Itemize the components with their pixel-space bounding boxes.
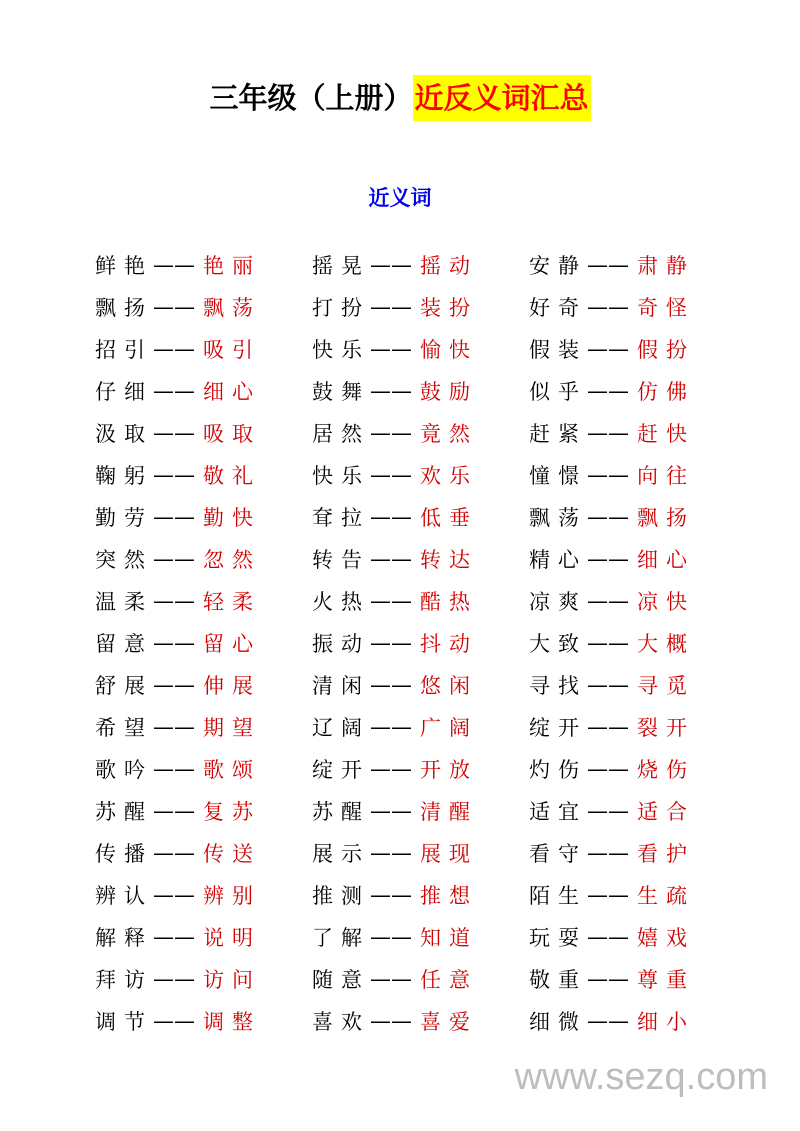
synonym: 细心 <box>203 380 261 404</box>
synonym: 忽然 <box>203 548 261 572</box>
synonym-row <box>95 286 746 328</box>
dash-separator: —— <box>587 757 629 781</box>
word: 凉爽 <box>529 590 587 614</box>
synonym: 适合 <box>637 800 695 824</box>
dash-separator: —— <box>587 379 629 403</box>
dash-separator: —— <box>153 505 195 529</box>
synonym: 抖动 <box>420 632 478 656</box>
dash-separator: —— <box>153 841 195 865</box>
synonym-pair <box>95 874 312 916</box>
synonym-pair <box>312 580 529 622</box>
word: 招引 <box>95 338 153 362</box>
dash-separator: —— <box>370 505 412 529</box>
synonym: 摇动 <box>420 254 478 278</box>
synonym-pair <box>95 748 312 790</box>
word: 安静 <box>529 254 587 278</box>
synonym-pair <box>95 1000 312 1042</box>
synonym: 大概 <box>637 632 695 656</box>
synonym-pair <box>312 790 529 832</box>
synonym-pair <box>529 664 746 706</box>
synonym-pair <box>529 874 746 916</box>
dash-separator: —— <box>153 547 195 571</box>
word: 转告 <box>312 548 370 572</box>
word: 温柔 <box>95 590 153 614</box>
dash-separator: —— <box>587 589 629 613</box>
word: 了解 <box>312 926 370 950</box>
word: 辽阔 <box>312 716 370 740</box>
dash-separator: —— <box>587 967 629 991</box>
word: 留意 <box>95 632 153 656</box>
synonym-pair <box>95 412 312 454</box>
word: 振动 <box>312 632 370 656</box>
synonym-row <box>95 328 746 370</box>
word: 喜欢 <box>312 1010 370 1034</box>
dash-separator: —— <box>587 883 629 907</box>
word: 耷拉 <box>312 506 370 530</box>
synonym-pair <box>312 958 529 1000</box>
word: 摇晃 <box>312 254 370 278</box>
dash-separator: —— <box>370 631 412 655</box>
word: 陌生 <box>529 884 587 908</box>
synonym: 开放 <box>420 758 478 782</box>
synonym-row <box>95 832 746 874</box>
dash-separator: —— <box>587 631 629 655</box>
word: 随意 <box>312 968 370 992</box>
synonym-pair <box>312 454 529 496</box>
dash-separator: —— <box>370 337 412 361</box>
synonym: 赶快 <box>637 422 695 446</box>
dash-separator: —— <box>153 589 195 613</box>
dash-separator: —— <box>587 1009 629 1033</box>
synonym-pair <box>529 622 746 664</box>
synonym-pair <box>95 706 312 748</box>
synonym-pair <box>95 496 312 538</box>
synonym-row <box>95 244 746 286</box>
synonym: 向往 <box>637 464 695 488</box>
word: 苏醒 <box>95 800 153 824</box>
dash-separator: —— <box>587 463 629 487</box>
dash-separator: —— <box>153 799 195 823</box>
synonym: 广阔 <box>420 716 478 740</box>
dash-separator: —— <box>153 463 195 487</box>
dash-separator: —— <box>153 757 195 781</box>
synonym-pair <box>312 916 529 958</box>
synonym-pair <box>312 1000 529 1042</box>
synonym-pair <box>529 1000 746 1042</box>
word: 苏醒 <box>312 800 370 824</box>
synonym: 鼓励 <box>420 380 478 404</box>
synonym-pair <box>95 538 312 580</box>
dash-separator: —— <box>153 337 195 361</box>
synonym: 吸取 <box>203 422 261 446</box>
word: 鼓舞 <box>312 380 370 404</box>
dash-separator: —— <box>370 295 412 319</box>
dash-separator: —— <box>370 421 412 445</box>
dash-separator: —— <box>153 883 195 907</box>
dash-separator: —— <box>370 799 412 823</box>
synonym-pair <box>529 958 746 1000</box>
page-title <box>0 76 800 117</box>
dash-separator: —— <box>370 589 412 613</box>
word: 展示 <box>312 842 370 866</box>
dash-separator: —— <box>153 253 195 277</box>
synonym: 展现 <box>420 842 478 866</box>
synonym-row <box>95 1000 746 1042</box>
word: 憧憬 <box>529 464 587 488</box>
synonym-row <box>95 874 746 916</box>
dash-separator: —— <box>370 925 412 949</box>
synonym-pair <box>529 328 746 370</box>
dash-separator: —— <box>153 379 195 403</box>
synonym: 装扮 <box>420 296 478 320</box>
synonym-pair <box>312 874 529 916</box>
dash-separator: —— <box>587 505 629 529</box>
dash-separator: —— <box>370 967 412 991</box>
word: 解释 <box>95 926 153 950</box>
word: 绽开 <box>529 716 587 740</box>
word: 勤劳 <box>95 506 153 530</box>
word: 玩耍 <box>529 926 587 950</box>
word: 拜访 <box>95 968 153 992</box>
dash-separator: —— <box>370 715 412 739</box>
synonym: 尊重 <box>637 968 695 992</box>
title-highlight: 近反义词汇总 <box>413 75 591 121</box>
dash-separator: —— <box>370 379 412 403</box>
synonym-pair <box>312 748 529 790</box>
section-heading: 近义词 <box>368 186 432 210</box>
synonym-row <box>95 496 746 538</box>
synonym: 仿佛 <box>637 380 695 404</box>
synonym-row <box>95 916 746 958</box>
dash-separator: —— <box>370 883 412 907</box>
synonym: 生疏 <box>637 884 695 908</box>
synonym-row <box>95 958 746 1000</box>
synonym: 伸展 <box>203 674 261 698</box>
synonym-pair <box>95 958 312 1000</box>
dash-separator: —— <box>370 463 412 487</box>
synonym-pair <box>95 244 312 286</box>
synonym: 欢乐 <box>420 464 478 488</box>
synonym: 飘扬 <box>637 506 695 530</box>
word: 突然 <box>95 548 153 572</box>
word: 好奇 <box>529 296 587 320</box>
synonym: 嬉戏 <box>637 926 695 950</box>
synonym-pair <box>312 832 529 874</box>
synonym: 寻觅 <box>637 674 695 698</box>
synonym-pair <box>312 328 529 370</box>
synonym: 任意 <box>420 968 478 992</box>
word: 打扮 <box>312 296 370 320</box>
word: 赶紧 <box>529 422 587 446</box>
synonym: 愉快 <box>420 338 478 362</box>
synonym: 艳丽 <box>203 254 261 278</box>
synonym-pair <box>95 580 312 622</box>
synonym: 期望 <box>203 716 261 740</box>
word: 歌吟 <box>95 758 153 782</box>
synonym-pair <box>312 706 529 748</box>
synonym: 飘荡 <box>203 296 261 320</box>
synonym-pair <box>95 286 312 328</box>
word: 细微 <box>529 1010 587 1034</box>
synonym-pair <box>312 496 529 538</box>
synonym: 传送 <box>203 842 261 866</box>
dash-separator: —— <box>370 757 412 781</box>
word: 精心 <box>529 548 587 572</box>
synonym-pair <box>312 622 529 664</box>
word: 绽开 <box>312 758 370 782</box>
word: 仔细 <box>95 380 153 404</box>
synonym-row <box>95 748 746 790</box>
dash-separator: —— <box>153 631 195 655</box>
dash-separator: —— <box>153 1009 195 1033</box>
synonym-pair <box>529 916 746 958</box>
dash-separator: —— <box>587 547 629 571</box>
synonym-pair <box>312 244 529 286</box>
word: 飘扬 <box>95 296 153 320</box>
word: 传播 <box>95 842 153 866</box>
synonym-pair <box>95 664 312 706</box>
synonym: 转达 <box>420 548 478 572</box>
synonym-table <box>95 244 746 1042</box>
synonym-pair <box>529 538 746 580</box>
synonym: 敬礼 <box>203 464 261 488</box>
dash-separator: —— <box>370 547 412 571</box>
dash-separator: —— <box>370 253 412 277</box>
dash-separator: —— <box>153 421 195 445</box>
synonym-pair <box>95 832 312 874</box>
synonym: 勤快 <box>203 506 261 530</box>
synonym: 奇怪 <box>637 296 695 320</box>
word: 推测 <box>312 884 370 908</box>
synonym-pair <box>95 370 312 412</box>
dash-separator: —— <box>153 673 195 697</box>
synonym-pair <box>529 496 746 538</box>
synonym: 喜爱 <box>420 1010 478 1034</box>
synonym-pair <box>529 832 746 874</box>
word: 灼伤 <box>529 758 587 782</box>
synonym: 访问 <box>203 968 261 992</box>
synonym: 辨别 <box>203 884 261 908</box>
dash-separator: —— <box>587 673 629 697</box>
synonym-row <box>95 790 746 832</box>
dash-separator: —— <box>370 841 412 865</box>
dash-separator: —— <box>587 925 629 949</box>
synonym-row <box>95 454 746 496</box>
synonym-pair <box>529 748 746 790</box>
synonym-pair <box>529 790 746 832</box>
word: 火热 <box>312 590 370 614</box>
synonym: 歌颂 <box>203 758 261 782</box>
dash-separator: —— <box>587 295 629 319</box>
synonym: 裂开 <box>637 716 695 740</box>
word: 寻找 <box>529 674 587 698</box>
dash-separator: —— <box>587 799 629 823</box>
word: 鲜艳 <box>95 254 153 278</box>
synonym-pair <box>529 706 746 748</box>
word: 鞠躬 <box>95 464 153 488</box>
synonym: 烧伤 <box>637 758 695 782</box>
dash-separator: —— <box>153 967 195 991</box>
word: 汲取 <box>95 422 153 446</box>
synonym: 细小 <box>637 1010 695 1034</box>
synonym-pair <box>529 412 746 454</box>
synonym-pair <box>529 244 746 286</box>
dash-separator: —— <box>587 253 629 277</box>
word: 大致 <box>529 632 587 656</box>
synonym: 低垂 <box>420 506 478 530</box>
synonym-pair <box>312 370 529 412</box>
synonym: 清醒 <box>420 800 478 824</box>
dash-separator: —— <box>587 421 629 445</box>
synonym-pair <box>95 916 312 958</box>
synonym-row <box>95 580 746 622</box>
synonym-row <box>95 370 746 412</box>
word: 居然 <box>312 422 370 446</box>
word: 快乐 <box>312 464 370 488</box>
word: 适宜 <box>529 800 587 824</box>
synonym-row <box>95 706 746 748</box>
watermark: www.sezq.com <box>514 1056 768 1098</box>
dash-separator: —— <box>153 295 195 319</box>
synonym: 吸引 <box>203 338 261 362</box>
synonym: 调整 <box>203 1010 261 1034</box>
synonym: 推想 <box>420 884 478 908</box>
word: 清闲 <box>312 674 370 698</box>
word: 快乐 <box>312 338 370 362</box>
dash-separator: —— <box>153 925 195 949</box>
dash-separator: —— <box>587 841 629 865</box>
synonym-pair <box>529 370 746 412</box>
word: 辨认 <box>95 884 153 908</box>
word: 假装 <box>529 338 587 362</box>
word: 看守 <box>529 842 587 866</box>
dash-separator: —— <box>587 715 629 739</box>
dash-separator: —— <box>587 337 629 361</box>
synonym-row <box>95 664 746 706</box>
synonym-pair <box>95 790 312 832</box>
synonym-pair <box>312 286 529 328</box>
word: 飘荡 <box>529 506 587 530</box>
synonym-pair <box>95 328 312 370</box>
synonym-pair <box>529 580 746 622</box>
synonym-row <box>95 538 746 580</box>
synonym: 竟然 <box>420 422 478 446</box>
dash-separator: —— <box>370 673 412 697</box>
synonym: 复苏 <box>203 800 261 824</box>
synonym-row <box>95 412 746 454</box>
synonym: 细心 <box>637 548 695 572</box>
word: 似乎 <box>529 380 587 404</box>
synonym-row <box>95 622 746 664</box>
word: 调节 <box>95 1010 153 1034</box>
synonym-pair <box>312 538 529 580</box>
synonym: 悠闲 <box>420 674 478 698</box>
synonym-pair <box>95 454 312 496</box>
synonym: 留心 <box>203 632 261 656</box>
synonym-pair <box>312 664 529 706</box>
synonym-pair <box>529 286 746 328</box>
synonym-pair <box>312 412 529 454</box>
synonym: 看护 <box>637 842 695 866</box>
word: 舒展 <box>95 674 153 698</box>
word: 敬重 <box>529 968 587 992</box>
synonym: 知道 <box>420 926 478 950</box>
dash-separator: —— <box>153 715 195 739</box>
synonym-pair <box>529 454 746 496</box>
synonym: 酷热 <box>420 590 478 614</box>
synonym: 假扮 <box>637 338 695 362</box>
word: 希望 <box>95 716 153 740</box>
synonym: 轻柔 <box>203 590 261 614</box>
synonym-pair <box>95 622 312 664</box>
synonym: 肃静 <box>637 254 695 278</box>
synonym: 说明 <box>203 926 261 950</box>
title-main: 三年级（上册） <box>209 81 413 115</box>
synonym: 凉快 <box>637 590 695 614</box>
dash-separator: —— <box>370 1009 412 1033</box>
